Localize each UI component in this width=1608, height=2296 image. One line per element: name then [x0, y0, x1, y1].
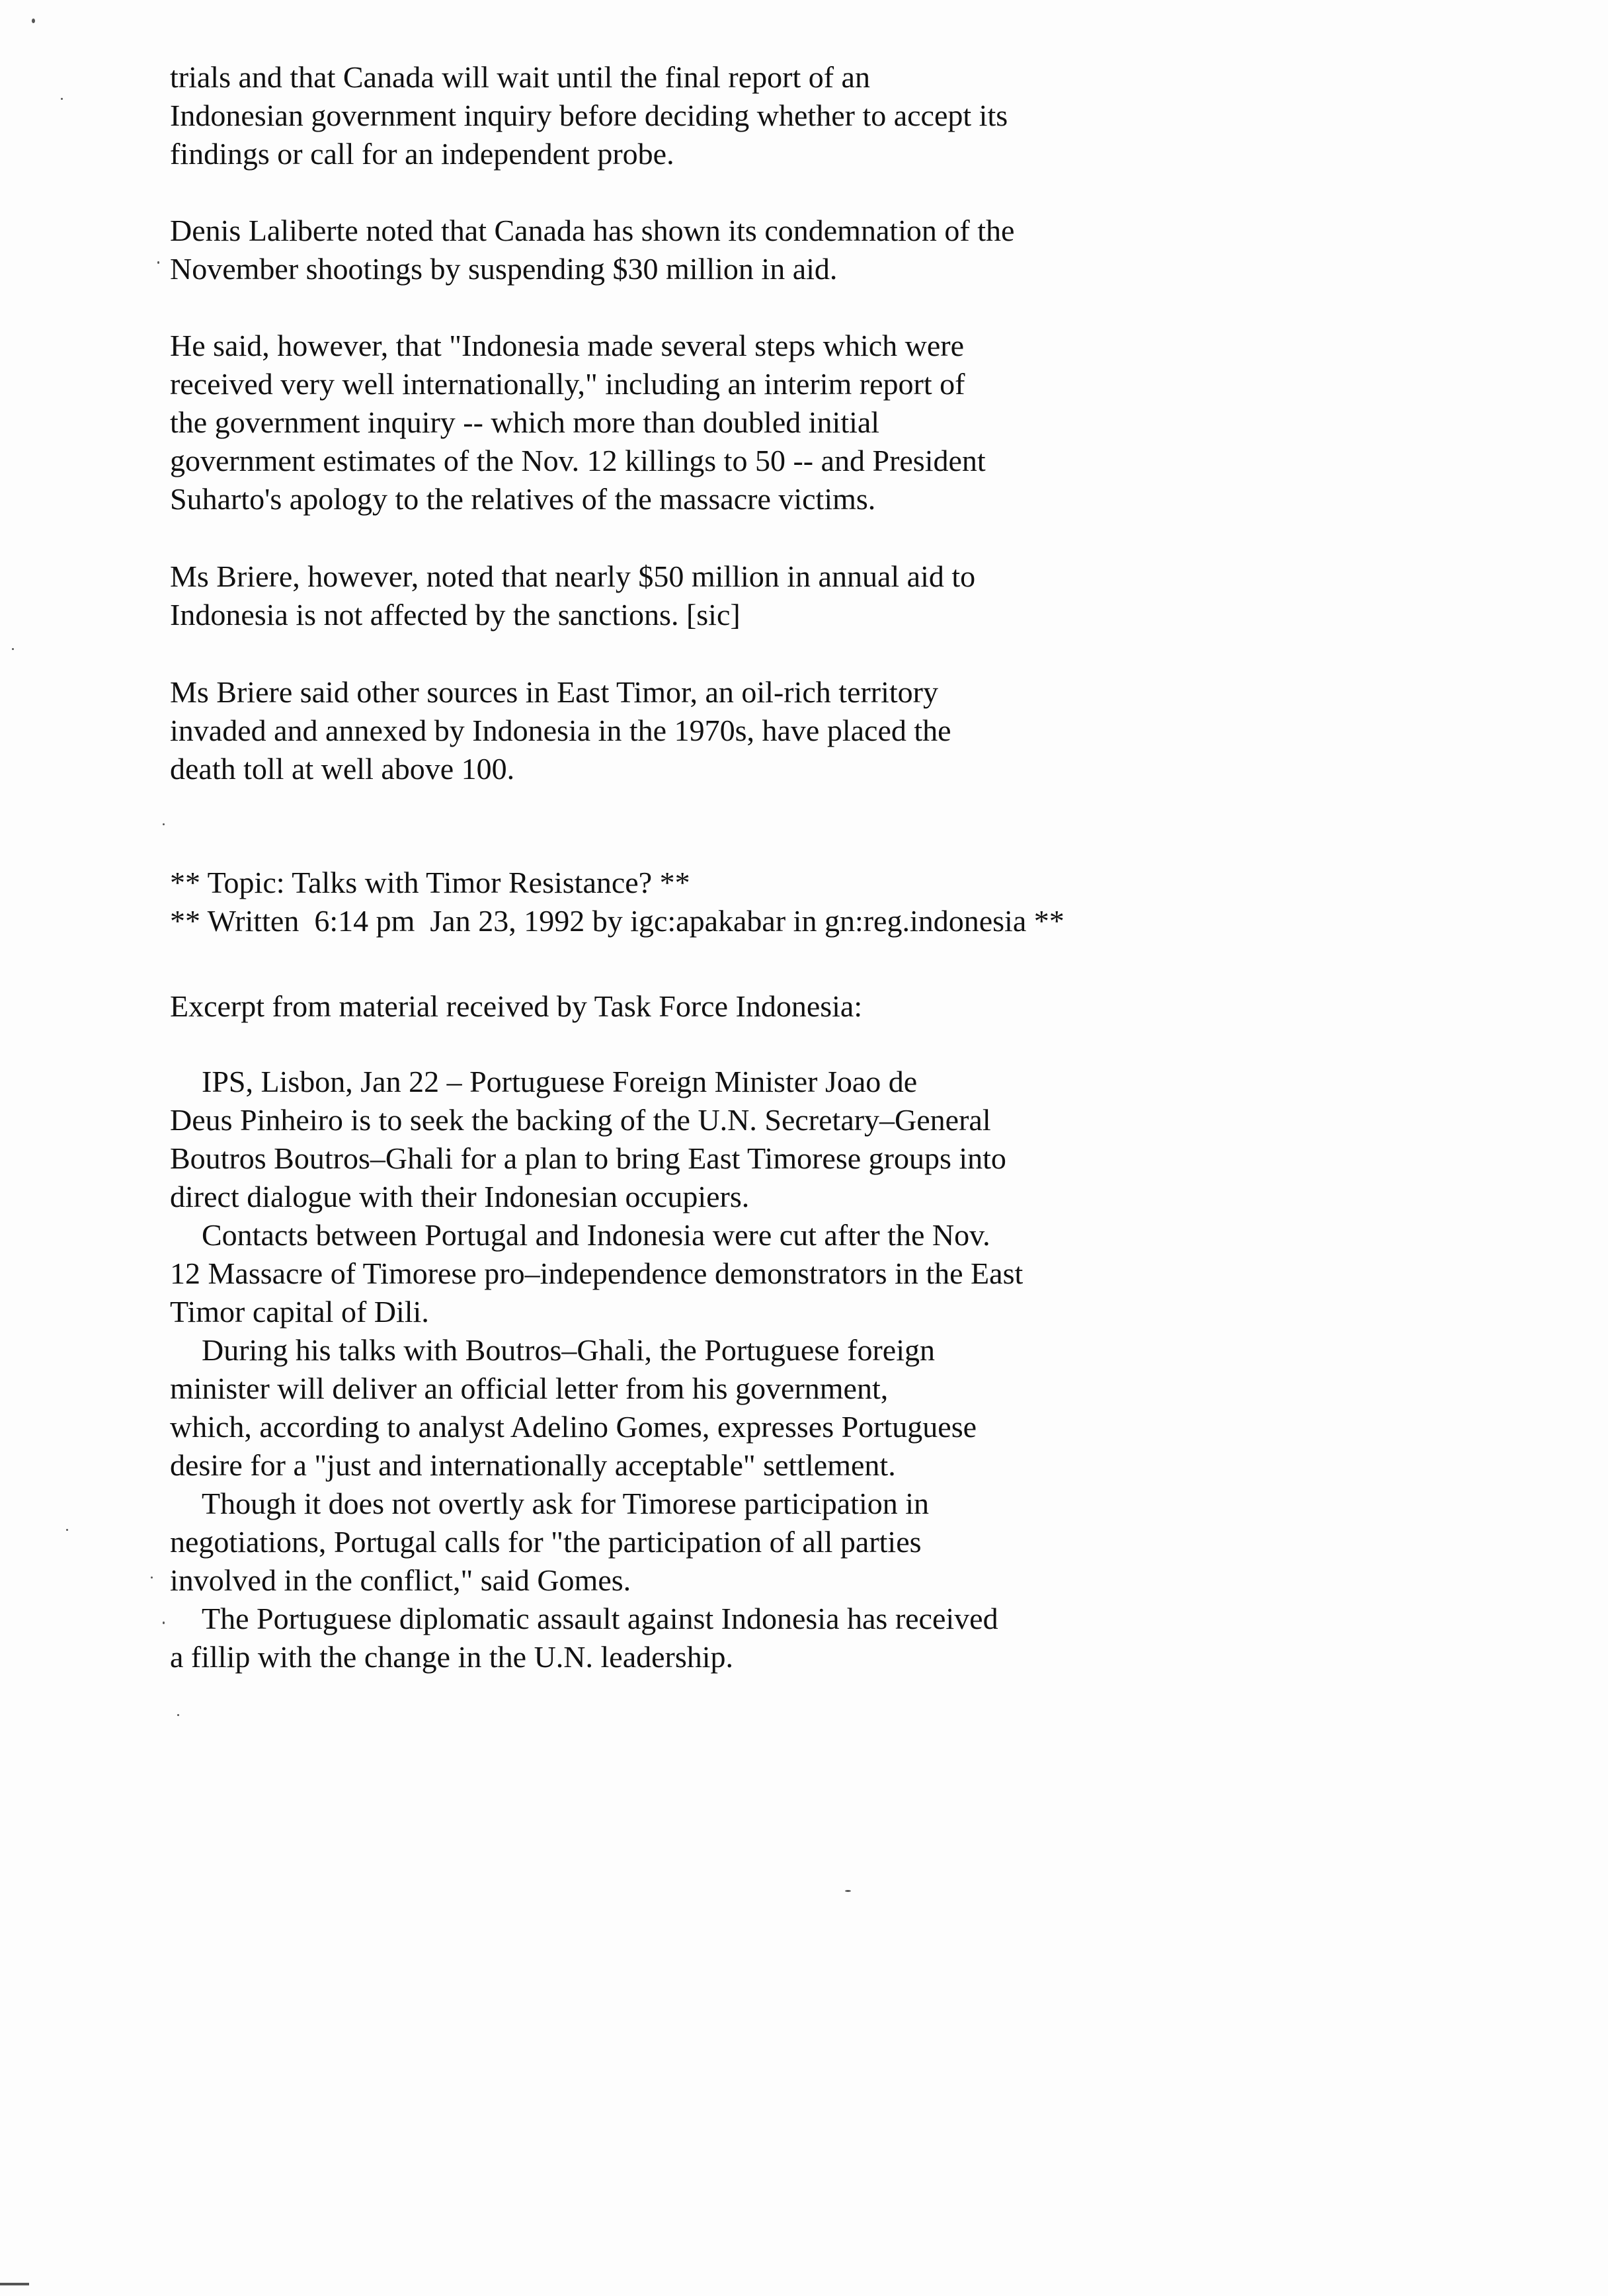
- article-line: negotiations, Portugal calls for "the participation of all parties: [170, 1525, 922, 1559]
- article-line: Boutros Boutros–Ghali for a plan to bring East Timorese groups into: [170, 1141, 1006, 1175]
- article-line: Timor capital of Dili.: [170, 1295, 429, 1329]
- paragraph-indonesia-steps: [170, 327, 1453, 518]
- text-line: Denis Laliberte noted that Canada has shown its condemnation of the: [170, 214, 1015, 247]
- article-line: Though it does not overtly ask for Timorese participation in: [202, 1487, 930, 1520]
- scan-speck: [12, 648, 14, 650]
- article-line: a fillip with the change in the U.N. leadership.: [170, 1640, 734, 1674]
- scan-speck: [163, 823, 165, 825]
- text-line: Suharto's apology to the relatives of the massacre victims.: [170, 482, 876, 516]
- post-header: [170, 864, 1453, 940]
- text-line: He said, however, that "Indonesia made several steps which were: [170, 329, 965, 362]
- scan-speck: [177, 1714, 179, 1716]
- scan-speck: [845, 1890, 851, 1892]
- text-line: government estimates of the Nov. 12 killings to 50 -- and President: [170, 444, 986, 477]
- paragraph-briere-death-toll: [170, 673, 1453, 788]
- scan-speck: [151, 1577, 153, 1578]
- text-line: findings or call for an independent probe.: [170, 137, 674, 171]
- paragraph-canada-inquiry: [170, 58, 1453, 173]
- text-line: November shootings by suspending $30 million in aid.: [170, 252, 838, 286]
- scan-speck: [157, 261, 159, 264]
- excerpt-intro: [170, 987, 1453, 1026]
- article-line: involved in the conflict," said Gomes.: [170, 1563, 631, 1597]
- text-line: invaded and annexed by Indonesia in the 1970s, have placed the: [170, 714, 951, 747]
- text-line: Excerpt from material received by Task Force Indonesia:: [170, 989, 863, 1023]
- post-written-line: ** Written 6:14 pm Jan 23, 1992 by igc:apakabar in gn:reg.indonesia **: [170, 904, 1065, 938]
- text-line: death toll at well above 100.: [170, 752, 515, 786]
- article-line: which, according to analyst Adelino Gomes, expresses Portuguese: [170, 1410, 977, 1444]
- paragraph-laliberte: [170, 212, 1453, 288]
- scan-speck: [66, 1529, 68, 1531]
- paragraph-briere-aid: [170, 557, 1453, 634]
- text-line: received very well internationally," including an interim report of: [170, 367, 965, 401]
- post-topic: ** Topic: Talks with Timor Resistance? **: [170, 866, 690, 899]
- article-line: desire for a "just and internationally acceptable" settlement.: [170, 1448, 896, 1482]
- article-body: [170, 1063, 1453, 1676]
- text-line: Ms Briere said other sources in East Timor, an oil-rich territory: [170, 675, 938, 709]
- text-line: the government inquiry -- which more than doubled initial: [170, 405, 880, 439]
- article-line: 12 Massacre of Timorese pro–independence demonstrators in the East: [170, 1256, 1024, 1290]
- article-line: During his talks with Boutros–Ghali, the Portuguese foreign: [202, 1333, 935, 1367]
- article-line: IPS, Lisbon, Jan 22 – Portuguese Foreign Minister Joao de: [202, 1065, 918, 1098]
- text-line: Indonesian government inquiry before deciding whether to accept its: [170, 99, 1008, 132]
- article-line: Contacts between Portugal and Indonesia were cut after the Nov.: [202, 1218, 990, 1252]
- scan-speck: [32, 19, 35, 23]
- scan-speck: [61, 98, 63, 100]
- text-line: Indonesia is not affected by the sanctions. [sic]: [170, 598, 741, 632]
- text-line: Ms Briere, however, noted that nearly $50 million in annual aid to: [170, 559, 976, 593]
- article-line: direct dialogue with their Indonesian occupiers.: [170, 1180, 750, 1213]
- scan-speck: [163, 1621, 165, 1624]
- article-line: The Portuguese diplomatic assault against Indonesia has received: [202, 1602, 998, 1635]
- article-line: Deus Pinheiro is to seek the backing of the U.N. Secretary–General: [170, 1103, 991, 1137]
- article-line: minister will deliver an official letter from his government,: [170, 1372, 889, 1405]
- text-line: trials and that Canada will wait until the final report of an: [170, 60, 870, 94]
- scan-speck: [0, 2283, 29, 2285]
